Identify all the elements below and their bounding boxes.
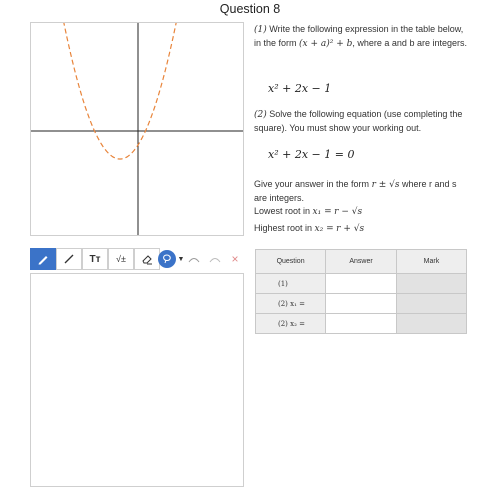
redo-icon[interactable] <box>208 248 222 270</box>
highest-root-text: Highest root in x₂ = r + √s <box>254 223 365 234</box>
math-tool-icon[interactable]: √± <box>108 248 134 270</box>
drawing-canvas[interactable] <box>30 273 244 487</box>
drawing-toolbar <box>30 248 244 270</box>
column-header-mark: Mark <box>396 250 466 274</box>
parabola-graph <box>31 23 243 235</box>
lasso-icon[interactable] <box>158 250 176 268</box>
question-cell: (1) <box>256 274 326 294</box>
table-row <box>256 294 467 314</box>
answer-input[interactable] <box>326 294 397 314</box>
answer-input[interactable] <box>326 274 397 294</box>
column-header-question: Question <box>256 250 326 274</box>
part2-text: (2) Solve the following equation (use completing the square). You must show your working out. <box>254 109 463 133</box>
answer-form-text: Give your answer in the form r ± √s where r and s are integers. <box>254 179 457 203</box>
pen-icon[interactable] <box>30 248 56 270</box>
question-cell: (2) x₁ = <box>256 294 326 314</box>
mark-cell <box>396 314 466 334</box>
answer-input[interactable] <box>326 314 397 334</box>
part1-text: (1) Write the following expression in the table below, in the form (x + a)² + b, where a and b are integers. <box>254 24 467 49</box>
page-title: Question 8 <box>219 2 281 16</box>
mark-cell <box>396 294 466 314</box>
undo-icon[interactable] <box>187 248 201 270</box>
line-icon[interactable] <box>56 248 82 270</box>
close-icon[interactable]: × <box>231 252 239 266</box>
table-header-row <box>256 250 467 274</box>
answer-table <box>255 249 467 334</box>
graph-panel <box>30 22 244 236</box>
table-row <box>256 274 467 294</box>
expression: x² + 2x − 1 <box>268 82 332 95</box>
eraser-icon[interactable] <box>134 248 160 270</box>
table-row <box>256 314 467 334</box>
mark-cell <box>396 274 466 294</box>
equation: x² + 2x − 1 = 0 <box>268 148 355 161</box>
lowest-root-text: Lowest root in x₁ = r − √s <box>254 206 363 217</box>
text-tool-icon[interactable]: Tт <box>82 248 108 270</box>
question-cell: (2) x₂ = <box>256 314 326 334</box>
chevron-down-icon[interactable]: ▼ <box>177 255 185 263</box>
column-header-answer: Answer <box>326 250 397 274</box>
parabola-curve <box>59 23 181 159</box>
